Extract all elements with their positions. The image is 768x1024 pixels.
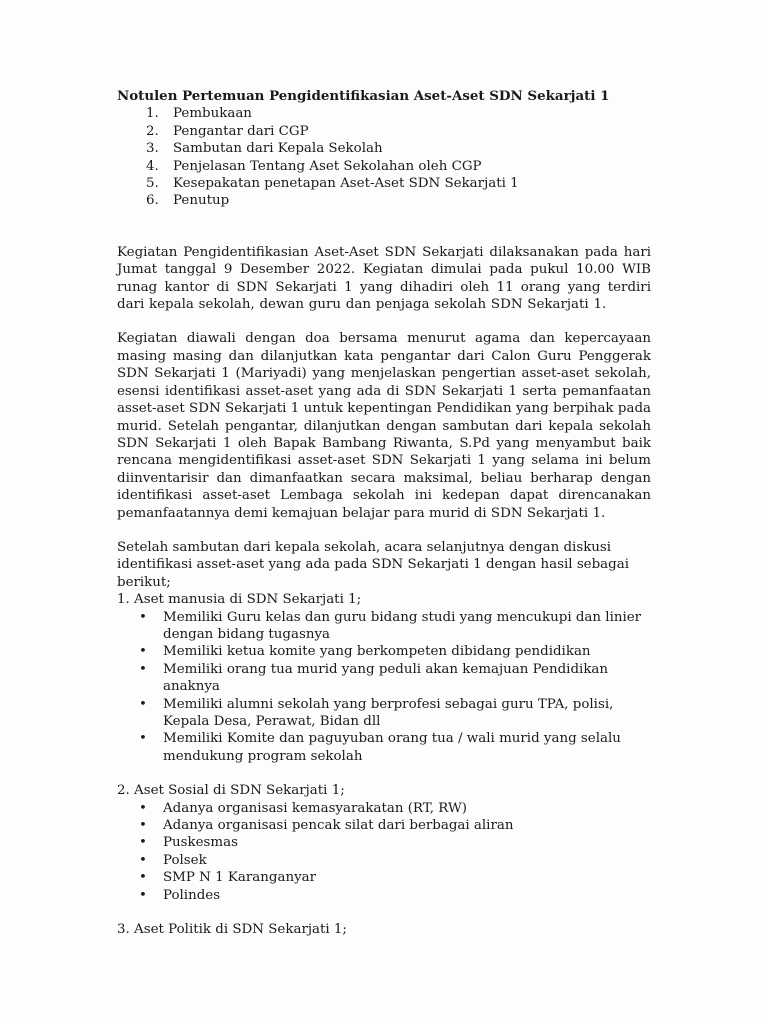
list-item (139, 887, 651, 904)
spacer (117, 904, 651, 921)
paragraph-discussion: Setelah sambutan dari kepala sekolah, acara selanjutnya dengan diskusi identifikasi asset-aset yang ada pada SDN Sekarjati 1 dengan hasil sebagai berikut; (117, 539, 630, 590)
list-item-text: Memiliki ketua komite yang berkompeten dibidang pendidikan (163, 644, 591, 660)
list-item (139, 817, 651, 834)
list-item-text: Adanya organisasi kemasyarakatan (RT, RW) (163, 800, 468, 816)
bullet-icon: • (139, 818, 147, 834)
list-item-text: Adanya organisasi pencak silat dari berbagai aliran (163, 818, 514, 834)
bullet-icon: • (139, 887, 147, 903)
document-title: Notulen Pertemuan Pengidentifikasian Aset-Aset SDN Sekarjati 1 (117, 88, 610, 104)
bullet-icon: • (139, 870, 147, 886)
list-item (139, 800, 651, 817)
bullet-icon: • (139, 800, 147, 816)
list-item (139, 609, 651, 644)
spacer (117, 765, 651, 782)
section-heading-human-assets: 1. Aset manusia di SDN Sekarjati 1; (117, 592, 362, 608)
bullet-icon: • (139, 644, 147, 660)
bullet-icon: • (139, 731, 147, 747)
section-heading-social-assets: 2. Aset Sosial di SDN Sekarjati 1; (117, 783, 345, 799)
list-item-text: Puskesmas (163, 835, 238, 851)
list-item (139, 696, 651, 731)
agenda-item: 2. Pengantar dari CGP (163, 123, 651, 140)
spacer (117, 210, 651, 244)
list-item (139, 852, 651, 869)
bullet-icon: • (139, 609, 147, 625)
list-item-text: Memiliki Guru kelas dan guru bidang studi yang mencukupi dan linier dengan bidang tugasnya (163, 609, 642, 642)
paragraph-opening: Kegiatan Pengidentifikasian Aset-Aset SDN Sekarjati dilaksanakan pada hari Jumat tanggal 9 Desember 2022. Kegiatan dimulai pada pukul 10.00 WIB runag kantor di SDN Sekarjati 1 yang dihadiri oleh 11 orang yang terdiri dari kepala sekolah, dewan guru dan penjaga sekolah SDN Sekarjati 1. (117, 244, 651, 313)
list-item (139, 661, 651, 696)
list-item-text: Memiliki Komite dan paguyuban orang tua / wali murid yang selalu mendukung program sekolah (163, 731, 621, 764)
list-item (139, 643, 651, 660)
agenda-item: 5. Kesepakatan penetapan Aset-Aset SDN Sekarjati 1 (163, 175, 651, 192)
paragraph-activity: Kegiatan diawali dengan doa bersama menurut agama dan kepercayaan masing masing dan dilanjutkan kata pengantar dari Calon Guru Penggerak SDN Sekarjati 1 (Mariyadi) yang menjelaskan pengertian asset-aset sekolah, esensi identifikasi asset-aset yang ada di SDN Sekarjati 1 serta pemanfaatan asset-aset SDN Sekarjati 1 untuk kepentingan Pendidikan yang berpihak pada murid. Setelah pengantar, dilanjutkan dengan sambutan dari kepala sekolah SDN Sekarjati 1 oleh Bapak Bambang Riwanta, S.Pd yang menyambut baik rencana mengidentifikasi asset-aset SDN Sekarjati 1 yang selama ini belum diinventarisir dan dimanfaatkan secara maksimal, beliau berharap dengan identifikasi asset-aset Lembaga sekolah ini kedepan dapat direncanakan pemanfaatannya demi kemajuan belajar para murid di SDN Sekarjati 1. (117, 331, 651, 521)
list-item (139, 869, 651, 886)
section-heading-political-assets: 3. Aset Politik di SDN Sekarjati 1; (117, 922, 347, 938)
agenda-item: 1. Pembukaan (163, 105, 651, 122)
list-item-text: Memiliki orang tua murid yang peduli akan kemajuan Pendidikan anaknya (163, 661, 609, 695)
social-assets-list (117, 800, 651, 904)
list-item (139, 730, 651, 765)
list-item-text: Polindes (163, 887, 221, 903)
human-assets-list (117, 609, 651, 766)
spacer (117, 522, 651, 539)
agenda-item: 4. Penjelasan Tentang Aset Sekolahan oleh CGP (163, 158, 651, 175)
spacer (117, 313, 651, 330)
bullet-icon: • (139, 852, 147, 868)
bullet-icon: • (139, 661, 147, 677)
bullet-icon: • (139, 696, 147, 712)
list-item-text: SMP N 1 Karanganyar (163, 870, 317, 886)
list-item (139, 834, 651, 851)
agenda-list (117, 105, 651, 209)
agenda-item: 3. Sambutan dari Kepala Sekolah (163, 140, 651, 157)
agenda-item: 6. Penutup (163, 192, 651, 209)
list-item-text: Memiliki alumni sekolah yang berprofesi sebagai guru TPA, polisi, Kepala Desa, Perawat, Bidan dll (163, 696, 614, 729)
bullet-icon: • (139, 835, 147, 851)
list-item-text: Polsek (163, 852, 207, 868)
